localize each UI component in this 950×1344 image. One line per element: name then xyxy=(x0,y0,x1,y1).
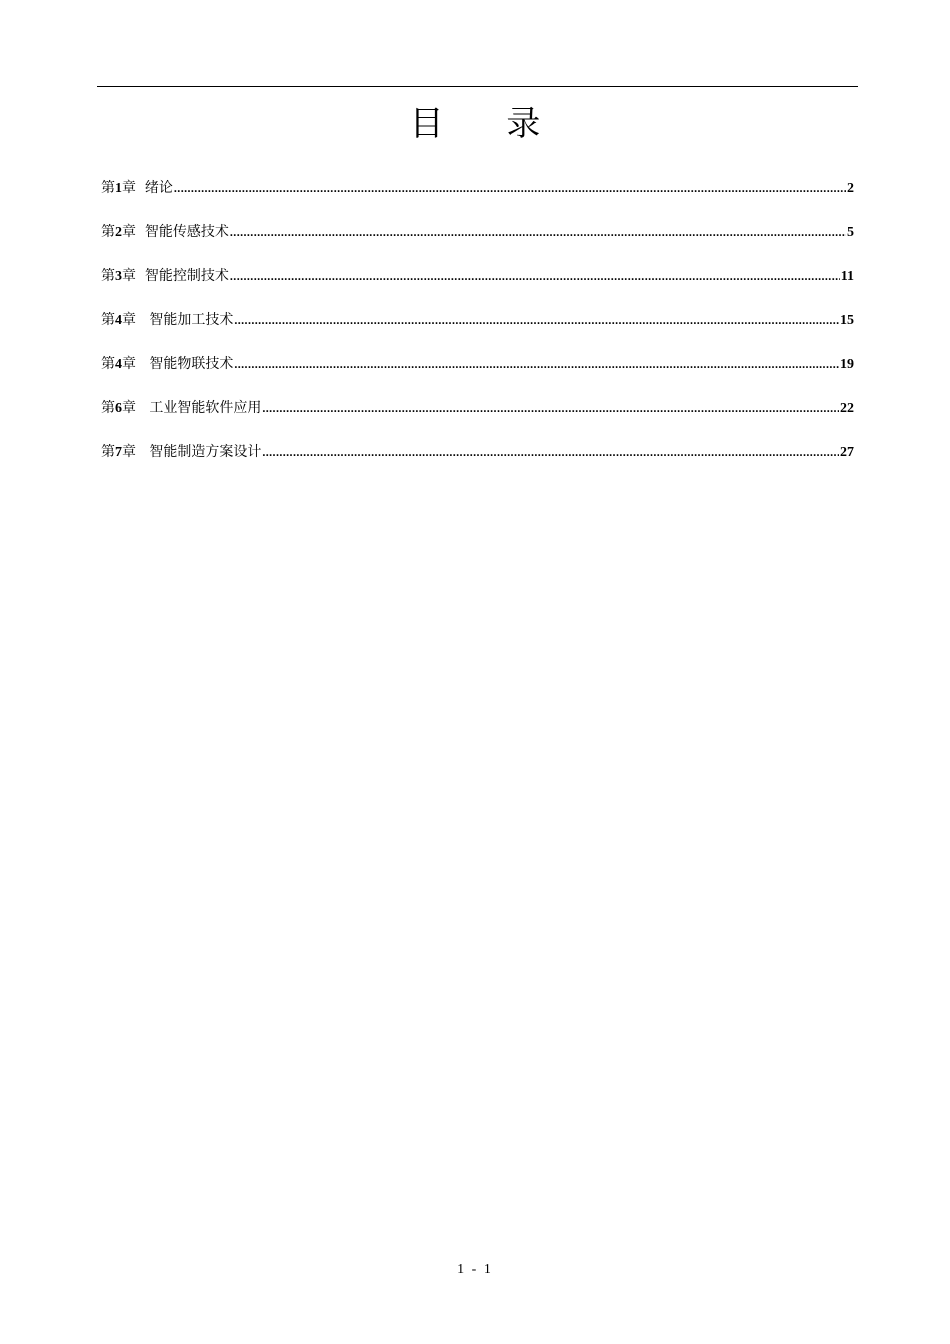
chapter-number: 6 xyxy=(115,401,122,416)
chapter-number: 7 xyxy=(115,445,122,460)
toc-entry[interactable] xyxy=(101,266,854,310)
chapter-label: 第3章 xyxy=(101,268,136,284)
toc-entry[interactable] xyxy=(101,310,854,354)
dot-leader xyxy=(262,442,839,462)
dot-leader xyxy=(234,310,839,330)
chapter-title: 智能制造方案设计 xyxy=(149,444,262,460)
chapter-number: 4 xyxy=(115,357,122,372)
chapter-label: 第7章 xyxy=(101,444,136,460)
chapter-number: 2 xyxy=(115,225,122,240)
page-ref: 15 xyxy=(840,313,854,328)
chapter-label: 第1章 xyxy=(101,180,136,196)
page-number: 1 - 1 xyxy=(457,1262,493,1277)
dot-leader xyxy=(230,222,846,242)
page-ref: 2 xyxy=(847,181,854,196)
dot-leader xyxy=(230,266,840,286)
page-ref: 27 xyxy=(840,445,854,460)
chapter-title: 绪论 xyxy=(144,180,173,196)
chapter-label: 第2章 xyxy=(101,224,136,240)
chapter-title: 智能加工技术 xyxy=(149,312,234,328)
chapter-number: 1 xyxy=(115,181,122,196)
chapter-title: 智能控制技术 xyxy=(144,268,229,284)
toc-entry[interactable] xyxy=(101,398,854,442)
toc-entry[interactable] xyxy=(101,354,854,398)
chapter-title: 智能传感技术 xyxy=(144,224,229,240)
toc-entry[interactable] xyxy=(101,222,854,266)
dot-leader xyxy=(174,178,846,198)
header-rule xyxy=(97,86,858,87)
chapter-number: 3 xyxy=(115,269,122,284)
chapter-title: 智能物联技术 xyxy=(149,356,234,372)
toc-entry[interactable] xyxy=(101,442,854,486)
table-of-contents xyxy=(101,178,854,486)
page-ref: 22 xyxy=(840,401,854,416)
page-ref: 19 xyxy=(840,357,854,372)
dot-leader xyxy=(262,398,839,418)
chapter-label: 第6章 xyxy=(101,400,136,416)
chapter-number: 4 xyxy=(115,313,122,328)
chapter-label: 第4章 xyxy=(101,312,136,328)
chapter-label: 第4章 xyxy=(101,356,136,372)
chapter-title: 工业智能软件应用 xyxy=(149,400,262,416)
page-title: 目 录 xyxy=(409,104,567,144)
toc-entry[interactable] xyxy=(101,178,854,222)
page-ref: 11 xyxy=(840,269,854,284)
page-ref: 5 xyxy=(847,225,854,240)
dot-leader xyxy=(234,354,839,374)
